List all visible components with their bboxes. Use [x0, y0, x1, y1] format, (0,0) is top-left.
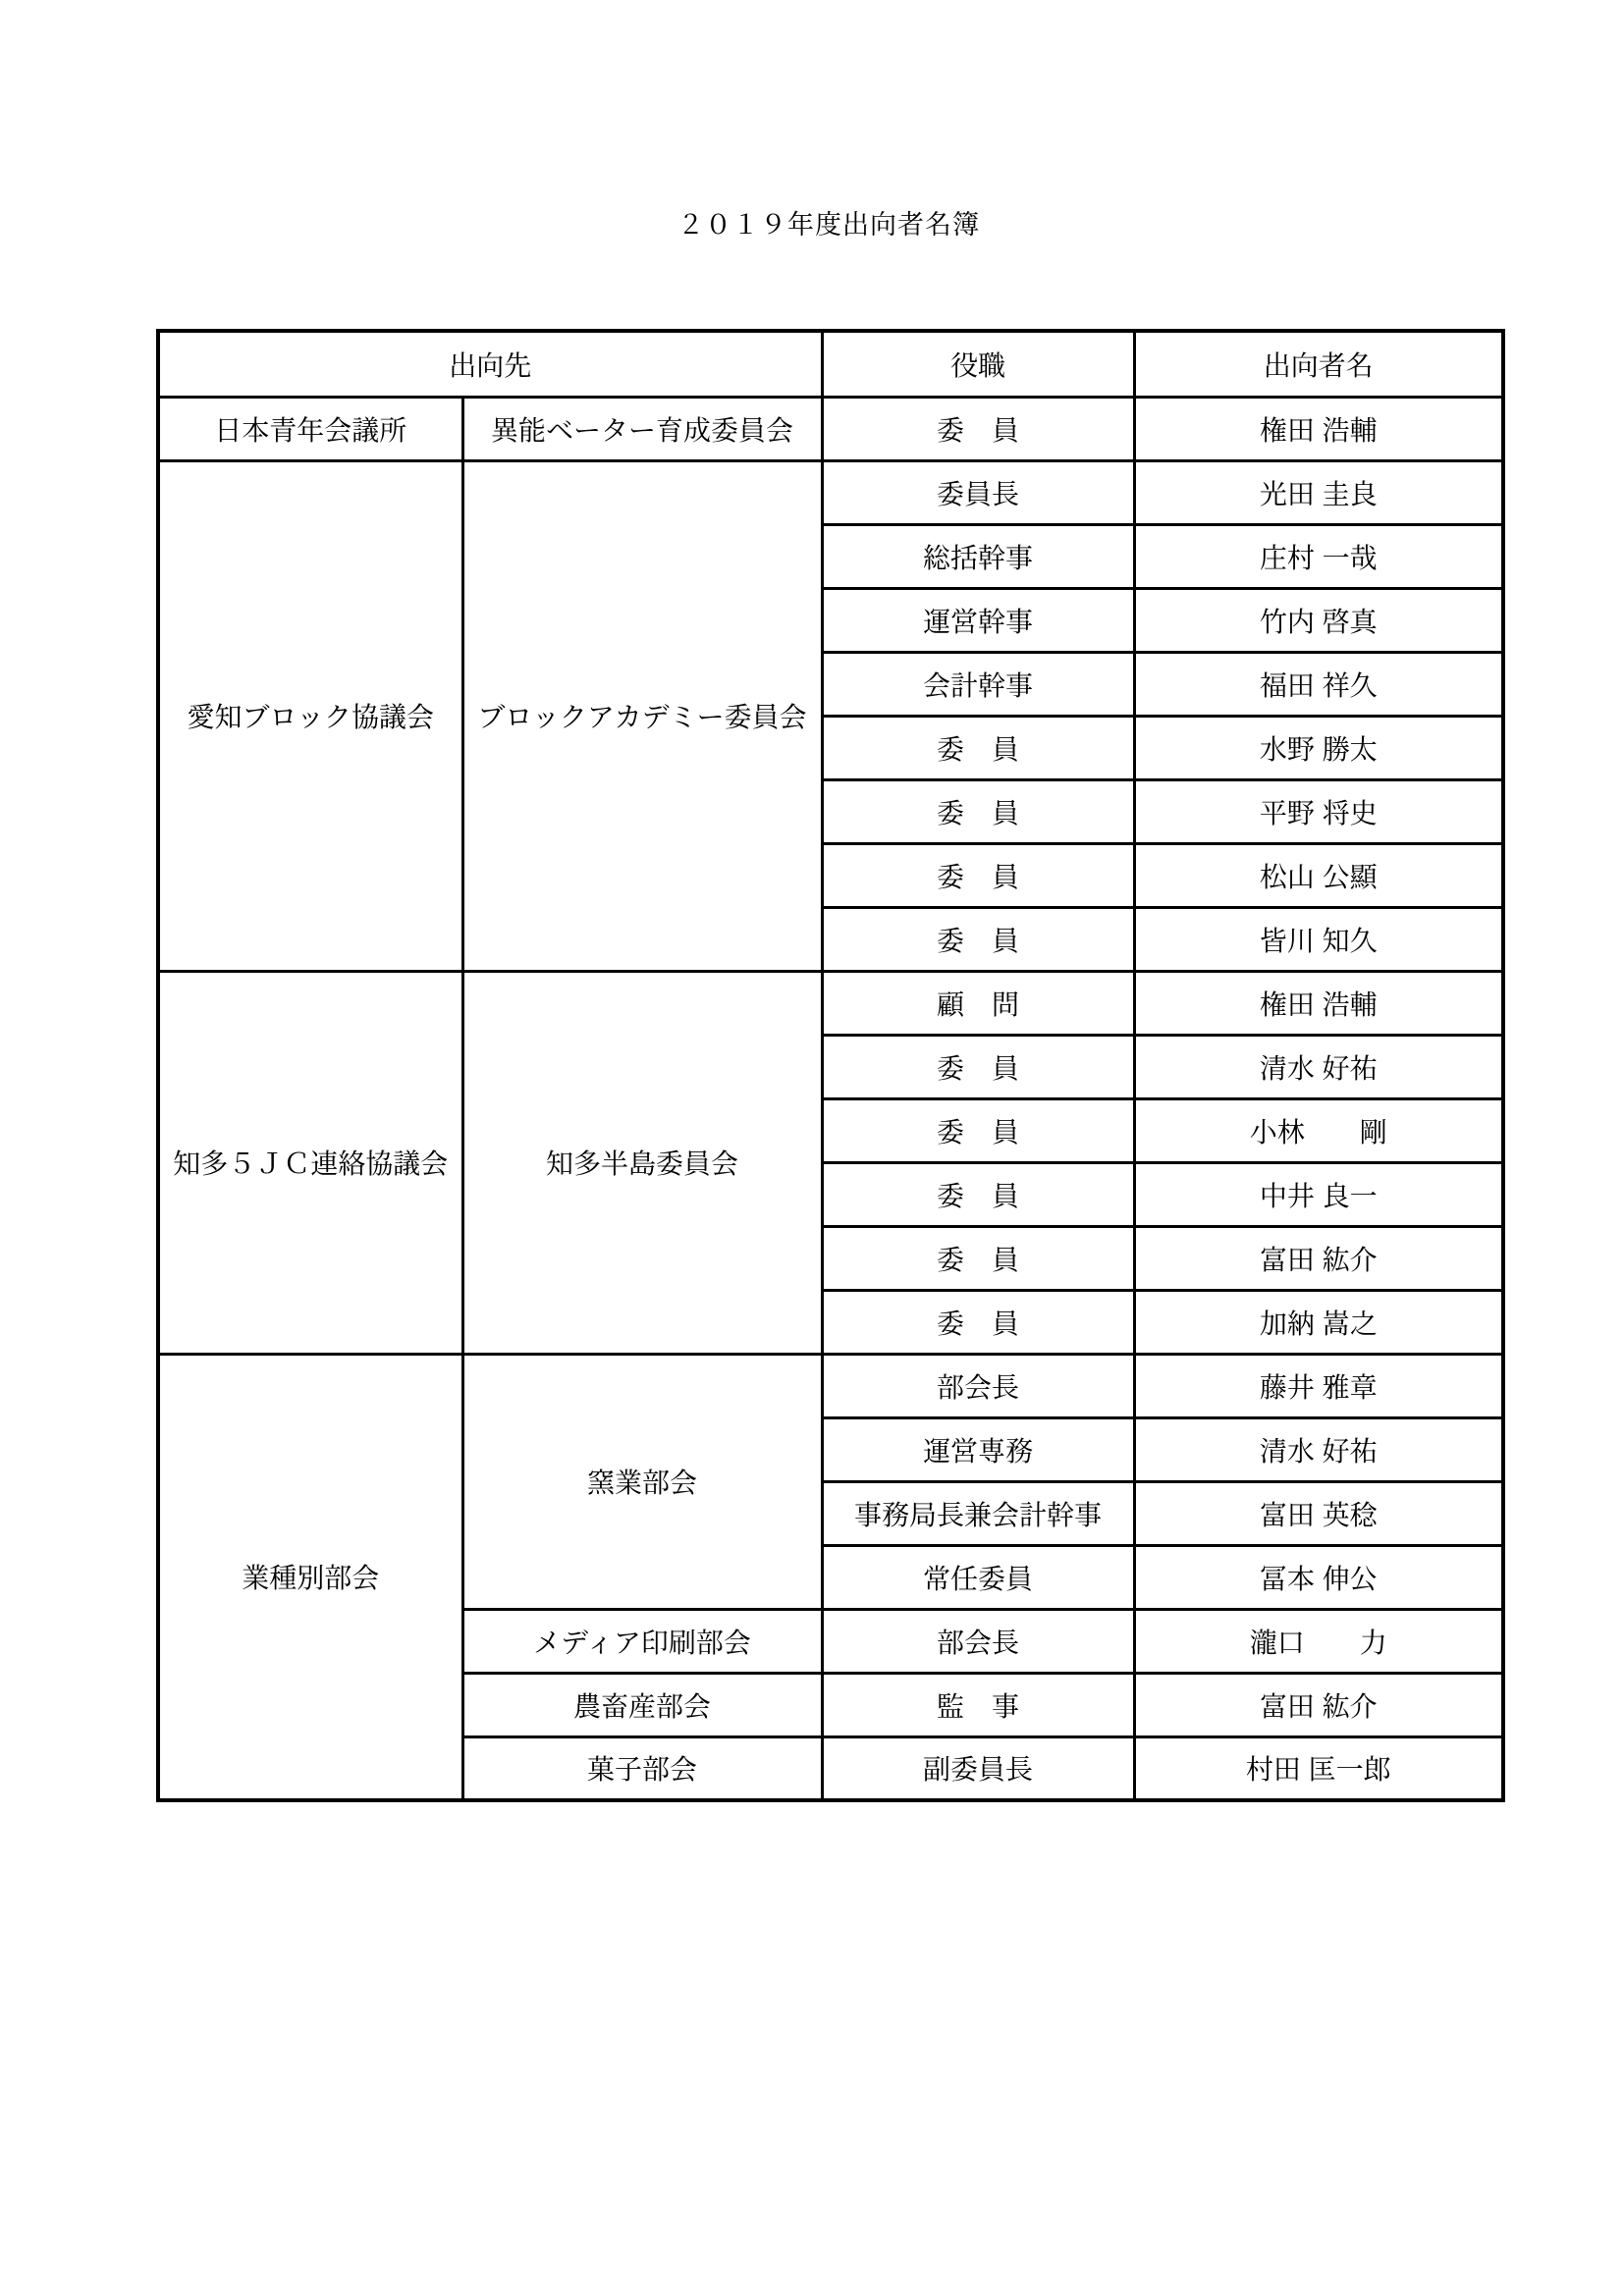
member-name-cell: 松山 公顯 [1134, 843, 1503, 907]
member-name-cell: 瀧口 力 [1134, 1609, 1503, 1673]
roster-table [156, 329, 1505, 1802]
position-cell: 委 員 [822, 397, 1134, 460]
member-name-cell: 清水 好祐 [1134, 1035, 1503, 1098]
member-name-cell: 権田 浩輔 [1134, 971, 1503, 1035]
member-name-cell: 竹内 啓真 [1134, 588, 1503, 652]
header-destination: 出向先 [158, 331, 822, 397]
position-cell: 副委員長 [822, 1736, 1134, 1800]
position-cell: 常任委員 [822, 1545, 1134, 1609]
header-name: 出向者名 [1134, 331, 1503, 397]
roster-table-body [158, 331, 1503, 1800]
member-name-cell: 村田 匡一郎 [1134, 1736, 1503, 1800]
org-cell: 愛知ブロック協議会 [158, 460, 462, 971]
header-position: 役職 [822, 331, 1134, 397]
member-name-cell: 加納 嵩之 [1134, 1290, 1503, 1354]
position-cell: 委 員 [822, 1226, 1134, 1290]
position-cell: 会計幹事 [822, 652, 1134, 716]
position-cell: 運営専務 [822, 1417, 1134, 1481]
member-name-cell: 清水 好祐 [1134, 1417, 1503, 1481]
org-cell: 業種別部会 [158, 1354, 462, 1800]
member-name-cell: 冨本 伸公 [1134, 1545, 1503, 1609]
position-cell: 委 員 [822, 1290, 1134, 1354]
position-cell: 総括幹事 [822, 524, 1134, 588]
position-cell: 委 員 [822, 1098, 1134, 1162]
member-name-cell: 藤井 雅章 [1134, 1354, 1503, 1417]
member-name-cell: 平野 将史 [1134, 779, 1503, 843]
position-cell: 委 員 [822, 1035, 1134, 1098]
position-cell: 委 員 [822, 716, 1134, 779]
member-name-cell: 福田 祥久 [1134, 652, 1503, 716]
page-title: ２０１９年度出向者名簿 [677, 210, 980, 240]
position-cell: 顧 問 [822, 971, 1134, 1035]
member-name-cell: 光田 圭良 [1134, 460, 1503, 524]
table-row [158, 1354, 1503, 1417]
member-name-cell: 中井 良一 [1134, 1162, 1503, 1226]
position-cell: 部会長 [822, 1354, 1134, 1417]
member-name-cell: 庄村 一哉 [1134, 524, 1503, 588]
table-row [158, 971, 1503, 1035]
subgroup-cell: ブロックアカデミー委員会 [462, 460, 822, 971]
table-row [158, 460, 1503, 524]
member-name-cell: 水野 勝太 [1134, 716, 1503, 779]
org-cell: 日本青年会議所 [158, 397, 462, 460]
subgroup-cell: 異能ベーター育成委員会 [462, 397, 822, 460]
subgroup-cell: 知多半島委員会 [462, 971, 822, 1354]
position-cell: 委 員 [822, 907, 1134, 971]
position-cell: 事務局長兼会計幹事 [822, 1481, 1134, 1545]
member-name-cell: 富田 紘介 [1134, 1673, 1503, 1736]
subgroup-cell: 農畜産部会 [462, 1673, 822, 1736]
member-name-cell: 皆川 知久 [1134, 907, 1503, 971]
member-name-cell: 富田 紘介 [1134, 1226, 1503, 1290]
position-cell: 委 員 [822, 779, 1134, 843]
position-cell: 部会長 [822, 1609, 1134, 1673]
member-name-cell: 権田 浩輔 [1134, 397, 1503, 460]
member-name-cell: 富田 英稔 [1134, 1481, 1503, 1545]
org-cell: 知多５ＪＣ連絡協議会 [158, 971, 462, 1354]
member-name-cell: 小林 剛 [1134, 1098, 1503, 1162]
table-row [158, 397, 1503, 460]
table-header-row [158, 331, 1503, 397]
position-cell: 運営幹事 [822, 588, 1134, 652]
subgroup-cell: メディア印刷部会 [462, 1609, 822, 1673]
position-cell: 委員長 [822, 460, 1134, 524]
subgroup-cell: 窯業部会 [462, 1354, 822, 1609]
position-cell: 委 員 [822, 1162, 1134, 1226]
position-cell: 委 員 [822, 843, 1134, 907]
position-cell: 監 事 [822, 1673, 1134, 1736]
subgroup-cell: 菓子部会 [462, 1736, 822, 1800]
